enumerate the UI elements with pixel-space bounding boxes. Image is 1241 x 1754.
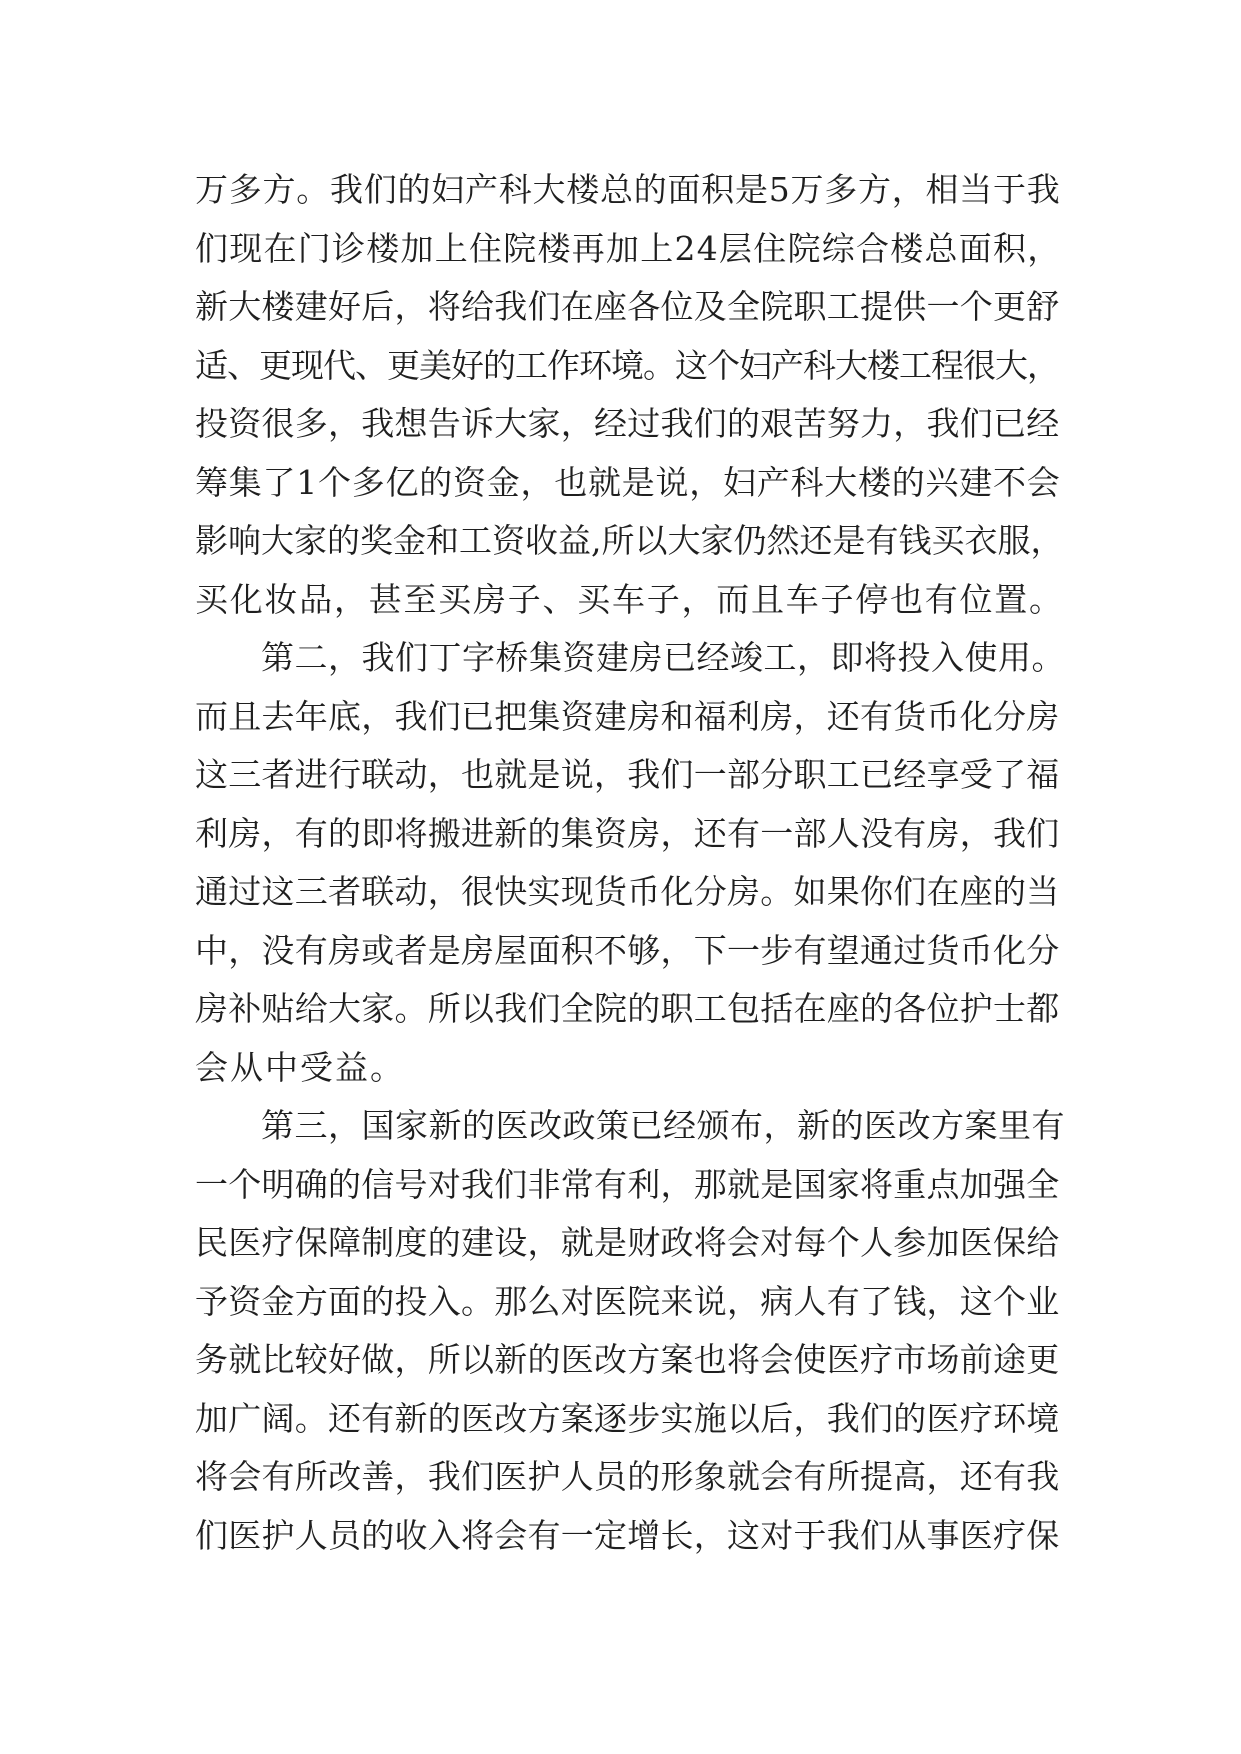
text-line: 民医疗保障制度的建设，就是财政将会对每个人参加医保给 (195, 1223, 1060, 1262)
text-line: 适、更现代、更美好的工作环境。这个妇产科大楼工程很大， (195, 345, 1059, 385)
text-line: 会从中受益。 (195, 1047, 405, 1087)
text-line: 万多方。我们的妇产科大楼总的面积是5万多方，相当于我 (195, 170, 1061, 209)
text-line: 将会有所改善，我们医护人员的形象就会有所提高，还有我 (195, 1457, 1060, 1496)
text-line: 新大楼建好后，将给我们在座各位及全院职工提供一个更舒 (195, 287, 1060, 326)
text-line: 第二，我们丁字桥集资建房已经竣工，即将投入使用。 (261, 638, 1065, 677)
text-line: 影响大家的奖金和工资收益,所以大家仍然还是有钱买衣服， (195, 521, 1064, 560)
text-line: 而且去年底，我们已把集资建房和福利房，还有货币化分房 (195, 696, 1060, 736)
text-line: 利房，有的即将搬进新的集资房，还有一部人没有房，我们 (195, 813, 1060, 853)
text-line: 筹集了1个多亿的资金，也就是说，妇产科大楼的兴建不会 (195, 462, 1061, 502)
text-line: 中，没有房或者是房屋面积不够，下一步有望通过货币化分 (195, 930, 1060, 970)
text-line: 们现在门诊楼加上住院楼再加上24层住院综合楼总面积， (195, 228, 1062, 268)
text-line: 通过这三者联动，很快实现货币化分房。如果你们在座的当 (195, 872, 1060, 911)
body-text (195, 161, 1065, 1565)
text-line: 第三，国家新的医改政策已经颁布，新的医改方案里有 (261, 1106, 1065, 1145)
text-line: 买化妆品，甚至买房子、买车子，而且车子停也有位置。 (195, 579, 1064, 619)
text-line: 务就比较好做，所以新的医改方案也将会使医疗市场前途更 (195, 1340, 1060, 1379)
text-line: 一个明确的信号对我们非常有利，那就是国家将重点加强全 (195, 1164, 1060, 1204)
text-line: 投资很多，我想告诉大家，经过我们的艰苦努力，我们已经 (195, 404, 1060, 443)
text-line: 这三者进行联动，也就是说，我们一部分职工已经享受了福 (195, 755, 1060, 794)
text-line: 加广阔。还有新的医改方案逐步实施以后，我们的医疗环境 (195, 1398, 1060, 1438)
text-line: 们医护人员的收入将会有一定增长，这对于我们从事医疗保 (195, 1515, 1060, 1555)
text-line: 予资金方面的投入。那么对医院来说，病人有了钱，这个业 (195, 1281, 1060, 1321)
text-line: 房补贴给大家。所以我们全院的职工包括在座的各位护士都 (195, 989, 1060, 1028)
